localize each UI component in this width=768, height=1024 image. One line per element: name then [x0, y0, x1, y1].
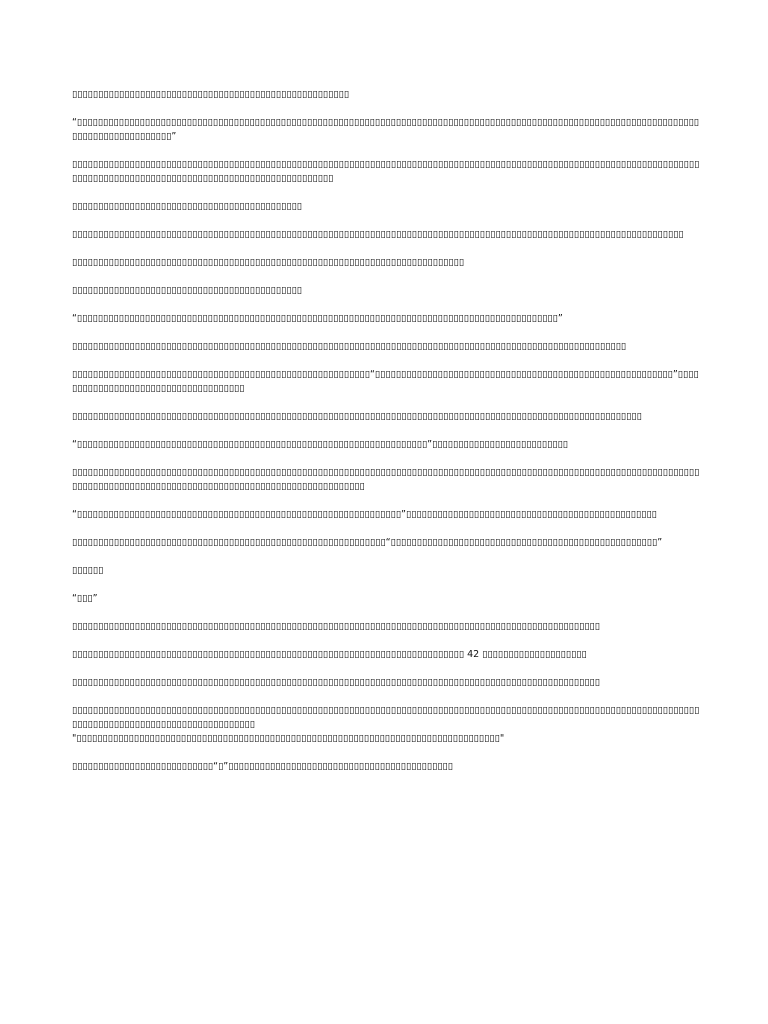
- paragraph-14: “▯▯▯▯▯▯▯▯▯▯▯▯▯▯▯▯▯▯▯▯▯▯▯▯▯▯▯▯▯▯▯▯▯▯▯▯▯▯▯▯▯▯▯▯▯▯▯▯▯▯▯▯▯▯▯▯▯▯▯▯▯▯”▯▯▯▯▯▯▯▯▯▯▯▯▯▯▯▯▯▯▯▯▯▯▯▯▯▯▯▯▯▯▯▯▯▯▯▯▯▯▯▯▯▯▯▯▯▯▯▯: [72, 509, 657, 520]
- paragraph-6: ▯▯▯▯▯▯▯▯▯▯▯▯▯▯▯▯▯▯▯▯▯▯▯▯▯▯▯▯▯▯▯▯▯▯▯▯▯▯▯▯▯▯▯▯▯▯▯▯▯▯▯▯▯▯▯▯▯▯▯▯▯▯▯▯▯▯▯▯▯▯▯▯▯▯▯: [72, 257, 465, 268]
- paragraph-12: “▯▯▯▯▯▯▯▯▯▯▯▯▯▯▯▯▯▯▯▯▯▯▯▯▯▯▯▯▯▯▯▯▯▯▯▯▯▯▯▯▯▯▯▯▯▯▯▯▯▯▯▯▯▯▯▯▯▯▯▯▯▯▯▯▯▯▯”▯▯▯▯▯▯▯▯▯▯▯▯▯▯▯▯▯▯▯▯▯▯▯▯▯▯: [72, 439, 569, 450]
- paragraph-15: ▯▯▯▯▯▯▯▯▯▯▯▯▯▯▯▯▯▯▯▯▯▯▯▯▯▯▯▯▯▯▯▯▯▯▯▯▯▯▯▯▯▯▯▯▯▯▯▯▯▯▯▯▯▯▯▯▯▯▯▯“▯▯▯▯▯▯▯▯▯▯▯▯▯▯▯▯▯▯▯▯▯▯▯▯▯▯▯▯▯▯▯▯▯▯▯▯▯▯▯▯▯▯▯▯▯▯▯▯▯▯▯”: [72, 537, 663, 548]
- paragraph-11: ▯▯▯▯▯▯▯▯▯▯▯▯▯▯▯▯▯▯▯▯▯▯▯▯▯▯▯▯▯▯▯▯▯▯▯▯▯▯▯▯▯▯▯▯▯▯▯▯▯▯▯▯▯▯▯▯▯▯▯▯▯▯▯▯▯▯▯▯▯▯▯▯▯▯▯▯▯▯▯▯▯▯▯▯▯▯▯▯▯▯▯▯▯▯▯▯▯▯▯▯▯▯▯▯▯▯▯▯▯: [72, 411, 642, 422]
- paragraph-21: ▯▯▯▯▯▯▯▯▯▯▯▯▯▯▯▯▯▯▯▯▯▯▯▯▯▯▯▯▯▯▯▯▯▯▯▯▯▯▯▯▯▯▯▯▯▯▯▯▯▯▯▯▯▯▯▯▯▯▯▯▯▯▯▯▯▯▯▯▯▯▯▯▯▯▯▯▯▯▯▯▯▯▯▯▯▯▯▯▯▯▯▯▯▯▯▯▯▯▯▯▯▯▯▯▯▯▯▯▯▯▯▯▯▯▯▯▯▯▯▯▯▯▯▯▯▯▯▯▯▯▯▯▯▯▯▯▯▯▯▯▯▯▯▯▯▯▯▯▯▯▯▯▯▯▯: [72, 705, 700, 730]
- paragraph-1: ▯▯▯▯▯▯▯▯▯▯▯▯▯▯▯▯▯▯▯▯▯▯▯▯▯▯▯▯▯▯▯▯▯▯▯▯▯▯▯▯▯▯▯▯▯▯▯▯▯▯▯▯▯: [72, 89, 350, 100]
- paragraph-7: ▯▯▯▯▯▯▯▯▯▯▯▯▯▯▯▯▯▯▯▯▯▯▯▯▯▯▯▯▯▯▯▯▯▯▯▯▯▯▯▯▯▯▯▯: [72, 285, 303, 296]
- paragraph-2: “▯▯▯▯▯▯▯▯▯▯▯▯▯▯▯▯▯▯▯▯▯▯▯▯▯▯▯▯▯▯▯▯▯▯▯▯▯▯▯▯▯▯▯▯▯▯▯▯▯▯▯▯▯▯▯▯▯▯▯▯▯▯▯▯▯▯▯▯▯▯▯▯▯▯▯▯▯▯▯▯▯▯▯▯▯▯▯▯▯▯▯▯▯▯▯▯▯▯▯▯▯▯▯▯▯▯▯▯▯▯▯▯▯▯▯▯▯▯▯▯▯▯▯▯▯▯▯▯▯▯▯▯▯▯▯▯▯▯”: [72, 117, 700, 142]
- paragraph-16: ▯▯▯▯▯▯: [72, 565, 104, 576]
- paragraph-9: ▯▯▯▯▯▯▯▯▯▯▯▯▯▯▯▯▯▯▯▯▯▯▯▯▯▯▯▯▯▯▯▯▯▯▯▯▯▯▯▯▯▯▯▯▯▯▯▯▯▯▯▯▯▯▯▯▯▯▯▯▯▯▯▯▯▯▯▯▯▯▯▯▯▯▯▯▯▯▯▯▯▯▯▯▯▯▯▯▯▯▯▯▯▯▯▯▯▯▯▯▯▯▯▯▯▯: [72, 341, 627, 352]
- paragraph-23: ▯▯▯▯▯▯▯▯▯▯▯▯▯▯▯▯▯▯▯▯▯▯▯▯▯▯▯“▯”▯▯▯▯▯▯▯▯▯▯▯▯▯▯▯▯▯▯▯▯▯▯▯▯▯▯▯▯▯▯▯▯▯▯▯▯▯▯▯▯▯▯▯: [72, 761, 454, 772]
- paragraph-18: ▯▯▯▯▯▯▯▯▯▯▯▯▯▯▯▯▯▯▯▯▯▯▯▯▯▯▯▯▯▯▯▯▯▯▯▯▯▯▯▯▯▯▯▯▯▯▯▯▯▯▯▯▯▯▯▯▯▯▯▯▯▯▯▯▯▯▯▯▯▯▯▯▯▯▯▯▯▯▯▯▯▯▯▯▯▯▯▯▯▯▯▯▯▯▯▯▯▯▯▯▯: [72, 621, 601, 632]
- paragraph-4: ▯▯▯▯▯▯▯▯▯▯▯▯▯▯▯▯▯▯▯▯▯▯▯▯▯▯▯▯▯▯▯▯▯▯▯▯▯▯▯▯▯▯▯▯: [72, 201, 303, 212]
- paragraph-13: ▯▯▯▯▯▯▯▯▯▯▯▯▯▯▯▯▯▯▯▯▯▯▯▯▯▯▯▯▯▯▯▯▯▯▯▯▯▯▯▯▯▯▯▯▯▯▯▯▯▯▯▯▯▯▯▯▯▯▯▯▯▯▯▯▯▯▯▯▯▯▯▯▯▯▯▯▯▯▯▯▯▯▯▯▯▯▯▯▯▯▯▯▯▯▯▯▯▯▯▯▯▯▯▯▯▯▯▯▯▯▯▯▯▯▯▯▯▯▯▯▯▯▯▯▯▯▯▯▯▯▯▯▯▯▯▯▯▯▯▯▯▯▯▯▯▯▯▯▯▯▯▯▯▯▯▯▯▯▯▯▯▯▯▯▯▯▯▯▯▯▯▯▯▯▯▯: [72, 467, 700, 492]
- paragraph-17: “▯▯▯”: [72, 593, 98, 604]
- paragraph-19: ▯▯▯▯▯▯▯▯▯▯▯▯▯▯▯▯▯▯▯▯▯▯▯▯▯▯▯▯▯▯▯▯▯▯▯▯▯▯▯▯▯▯▯▯▯▯▯▯▯▯▯▯▯▯▯▯▯▯▯▯▯▯▯▯▯▯▯▯▯▯▯▯▯▯▯ 42 ▯▯▯▯▯▯▯▯▯▯▯▯▯▯▯▯▯▯▯▯: [72, 649, 587, 660]
- document-page: [72, 88, 700, 788]
- paragraph-10: ▯▯▯▯▯▯▯▯▯▯▯▯▯▯▯▯▯▯▯▯▯▯▯▯▯▯▯▯▯▯▯▯▯▯▯▯▯▯▯▯▯▯▯▯▯▯▯▯▯▯▯▯▯▯▯▯▯“▯▯▯▯▯▯▯▯▯▯▯▯▯▯▯▯▯▯▯▯▯▯▯▯▯▯▯▯▯▯▯▯▯▯▯▯▯▯▯▯▯▯▯▯▯▯▯▯▯▯▯▯▯▯▯▯▯”▯▯▯▯▯▯▯▯▯▯▯▯▯▯▯▯▯▯▯▯▯▯▯▯▯▯▯▯▯▯▯▯▯▯▯▯▯: [72, 369, 699, 394]
- paragraph-20: ▯▯▯▯▯▯▯▯▯▯▯▯▯▯▯▯▯▯▯▯▯▯▯▯▯▯▯▯▯▯▯▯▯▯▯▯▯▯▯▯▯▯▯▯▯▯▯▯▯▯▯▯▯▯▯▯▯▯▯▯▯▯▯▯▯▯▯▯▯▯▯▯▯▯▯▯▯▯▯▯▯▯▯▯▯▯▯▯▯▯▯▯▯▯▯▯▯▯▯▯▯: [72, 677, 601, 688]
- paragraph-8: “▯▯▯▯▯▯▯▯▯▯▯▯▯▯▯▯▯▯▯▯▯▯▯▯▯▯▯▯▯▯▯▯▯▯▯▯▯▯▯▯▯▯▯▯▯▯▯▯▯▯▯▯▯▯▯▯▯▯▯▯▯▯▯▯▯▯▯▯▯▯▯▯▯▯▯▯▯▯▯▯▯▯▯▯▯▯▯▯▯▯▯▯”: [72, 313, 563, 324]
- paragraph-5: ▯▯▯▯▯▯▯▯▯▯▯▯▯▯▯▯▯▯▯▯▯▯▯▯▯▯▯▯▯▯▯▯▯▯▯▯▯▯▯▯▯▯▯▯▯▯▯▯▯▯▯▯▯▯▯▯▯▯▯▯▯▯▯▯▯▯▯▯▯▯▯▯▯▯▯▯▯▯▯▯▯▯▯▯▯▯▯▯▯▯▯▯▯▯▯▯▯▯▯▯▯▯▯▯▯▯▯▯▯▯▯▯▯▯▯▯▯: [72, 229, 684, 240]
- paragraph-22: "▯▯▯▯▯▯▯▯▯▯▯▯▯▯▯▯▯▯▯▯▯▯▯▯▯▯▯▯▯▯▯▯▯▯▯▯▯▯▯▯▯▯▯▯▯▯▯▯▯▯▯▯▯▯▯▯▯▯▯▯▯▯▯▯▯▯▯▯▯▯▯▯▯▯▯▯▯▯▯▯▯": [72, 733, 505, 744]
- paragraph-3: ▯▯▯▯▯▯▯▯▯▯▯▯▯▯▯▯▯▯▯▯▯▯▯▯▯▯▯▯▯▯▯▯▯▯▯▯▯▯▯▯▯▯▯▯▯▯▯▯▯▯▯▯▯▯▯▯▯▯▯▯▯▯▯▯▯▯▯▯▯▯▯▯▯▯▯▯▯▯▯▯▯▯▯▯▯▯▯▯▯▯▯▯▯▯▯▯▯▯▯▯▯▯▯▯▯▯▯▯▯▯▯▯▯▯▯▯▯▯▯▯▯▯▯▯▯▯▯▯▯▯▯▯▯▯▯▯▯▯▯▯▯▯▯▯▯▯▯▯▯▯▯▯▯▯▯▯▯▯▯▯▯▯▯▯▯▯▯▯▯▯: [72, 159, 700, 184]
